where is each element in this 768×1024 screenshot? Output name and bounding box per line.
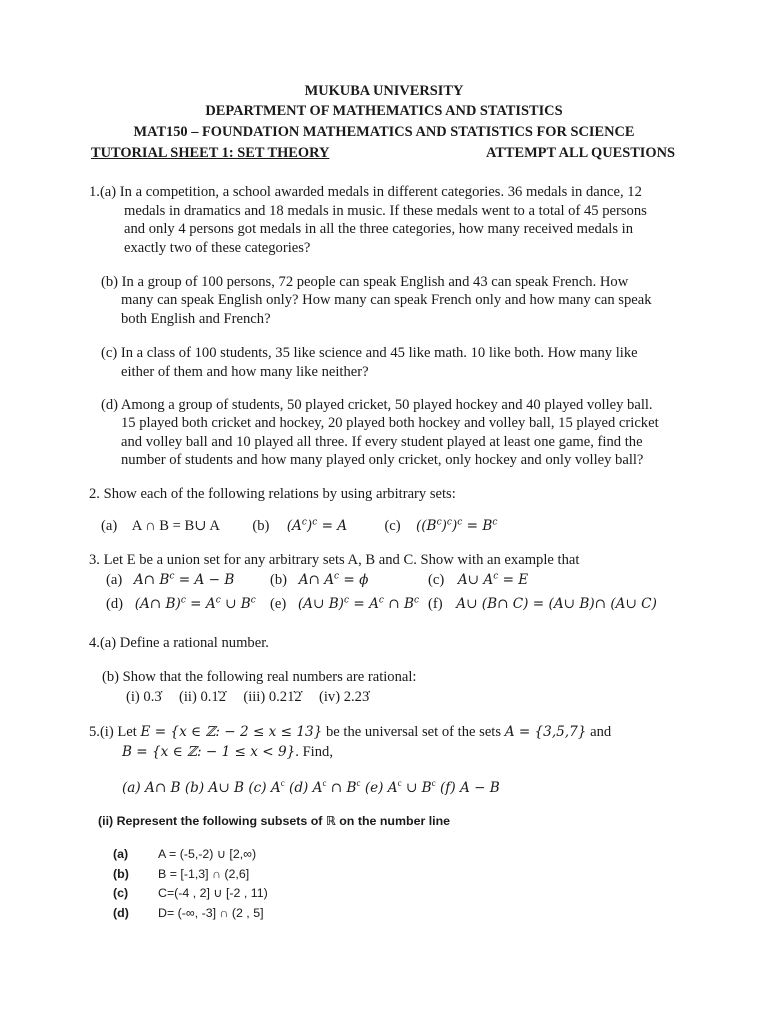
q1d-line: 15 played both cricket and hockey, 20 played both hockey and volley ball, 15 played cricket (121, 415, 659, 431)
university-name: MUKUBA UNIVERSITY (304, 83, 464, 99)
q4-items (126, 688, 369, 707)
department-name: DEPARTMENT OF MATHEMATICS AND STATISTICS (205, 103, 563, 119)
q5ii-title: (ii) Represent the following subsets of ℝ on the number line (98, 814, 451, 828)
q5ii-expr: B = [-1,3] ∩ (2,6] (158, 867, 250, 881)
q2a-expr: A ∩ B = B∪ A (131, 518, 220, 534)
q4b: (b) Show that the following real numbers are rational: (102, 669, 417, 685)
q1c-line: (c) In a class of 100 students, 35 like science and 45 like math. 10 like both. How many like (101, 345, 638, 361)
q2-parts (101, 517, 497, 536)
q4-item: (iv) 2.23̇ (319, 689, 370, 705)
q1a-line: medals in dramatics and 18 medals in music. If these medals went to a total of 45 persons (124, 203, 647, 219)
course-title: MAT150 – FOUNDATION MATHEMATICS AND STATISTICS FOR SCIENCE (133, 124, 635, 140)
q3c: (c) A∪ $A^c = E$ (428, 571, 529, 588)
q5i-line1: 5.(i) Let E = {x ∈ ℤ: − 2 ≤ x ≤ 13} be the universal set of the sets A = {3,5,7} and (89, 724, 612, 740)
q3e: (e) (A∪ $B)^c = A^c$ ∩ $B^c$ (270, 595, 420, 612)
q1b-line: many can speak English only? How many can speak French only and how many can speak (121, 292, 652, 308)
q5ii-label: (b) (113, 867, 129, 881)
q1a-line: and only 4 persons got medals in all the three categories, how many received medals in (124, 221, 634, 237)
q5ii-expr: D= (-∞, -3] ∩ (2 , 5] (158, 906, 264, 920)
q1d-line: (d) Among a group of students, 50 played cricket, 50 played hockey and 40 played volley ball. (101, 397, 653, 413)
q1c-line: either of them and how many like neither? (121, 364, 369, 380)
q5ii-label: (a) (113, 847, 129, 861)
q1d-line: number of students and how many played only cricket, only hockey and only volley ball? (121, 452, 644, 468)
q5i-line2: B = {x ∈ ℤ: − 1 ≤ x < 9}. Find, (122, 744, 333, 760)
q1d-line: and volley ball and 10 played all three. If every student played at least one game, find the (121, 434, 643, 450)
q4-item: (ii) 0.1̇2̇ (178, 689, 227, 705)
q3b: (b) A∩ $A^c = \phi$ (270, 571, 369, 588)
q5ii-expr: C=(-4 , 2] ∪ [-2 , 11) (158, 886, 268, 900)
q1b-line: (b) In a group of 100 persons, 72 people can speak English and 43 can speak French. How (101, 274, 629, 290)
q3a: (a) A∩ $B^c = A - B$ (106, 571, 235, 588)
instruction: ATTEMPT ALL QUESTIONS (485, 145, 675, 161)
q3f: (f) A∪ (B∩ C) = (A∪ B)∩ (A∪ C) (428, 596, 657, 612)
q3-stem: 3. Let E be a union set for any arbitrary sets A, B and C. Show with an example that (89, 552, 580, 568)
q2c-expr: $((B^c)^c)^c = B^c$ (415, 517, 498, 534)
q2b-expr: $(A^c)^c = A$ (286, 517, 348, 534)
q5ii-expr: A = (-5,-2) ∪ [2,∞) (158, 847, 257, 861)
q1a-line: 1.(a) In a competition, a school awarded medals in different categories. 36 medals in dance, 12 (89, 184, 642, 200)
q1b-line: both English and French? (121, 311, 271, 327)
q2-stem: 2. Show each of the following relations by using arbitrary sets: (89, 486, 456, 502)
q5i-parts: (a) A∩ B (b) A∪ B (c) $A^c$ (d) $A^c$ ∩ $B^c$ (e) $A^c$ ∪ $B^c$ (f) A − B (122, 778, 500, 796)
sheet-title: TUTORIAL SHEET 1: SET THEORY (91, 145, 330, 161)
q4a: 4.(a) Define a rational number. (89, 635, 269, 651)
sheet-title-row (91, 144, 675, 162)
q2b-label: (b) (252, 518, 270, 534)
q4-item: (iii) 0.21̇2̇ (243, 689, 302, 705)
q5ii-label: (d) (113, 906, 129, 920)
q4-item: (i) 0.3̇ (126, 689, 162, 705)
q2c-label: (c) (384, 518, 401, 534)
q5ii-label: (c) (113, 886, 129, 900)
q2a-label: (a) (101, 518, 118, 534)
q3d: (d) (A∩ $B)^c = A^c$ ∪ $B^c$ (106, 595, 256, 612)
q1a-line: exactly two of these categories? (124, 240, 311, 256)
